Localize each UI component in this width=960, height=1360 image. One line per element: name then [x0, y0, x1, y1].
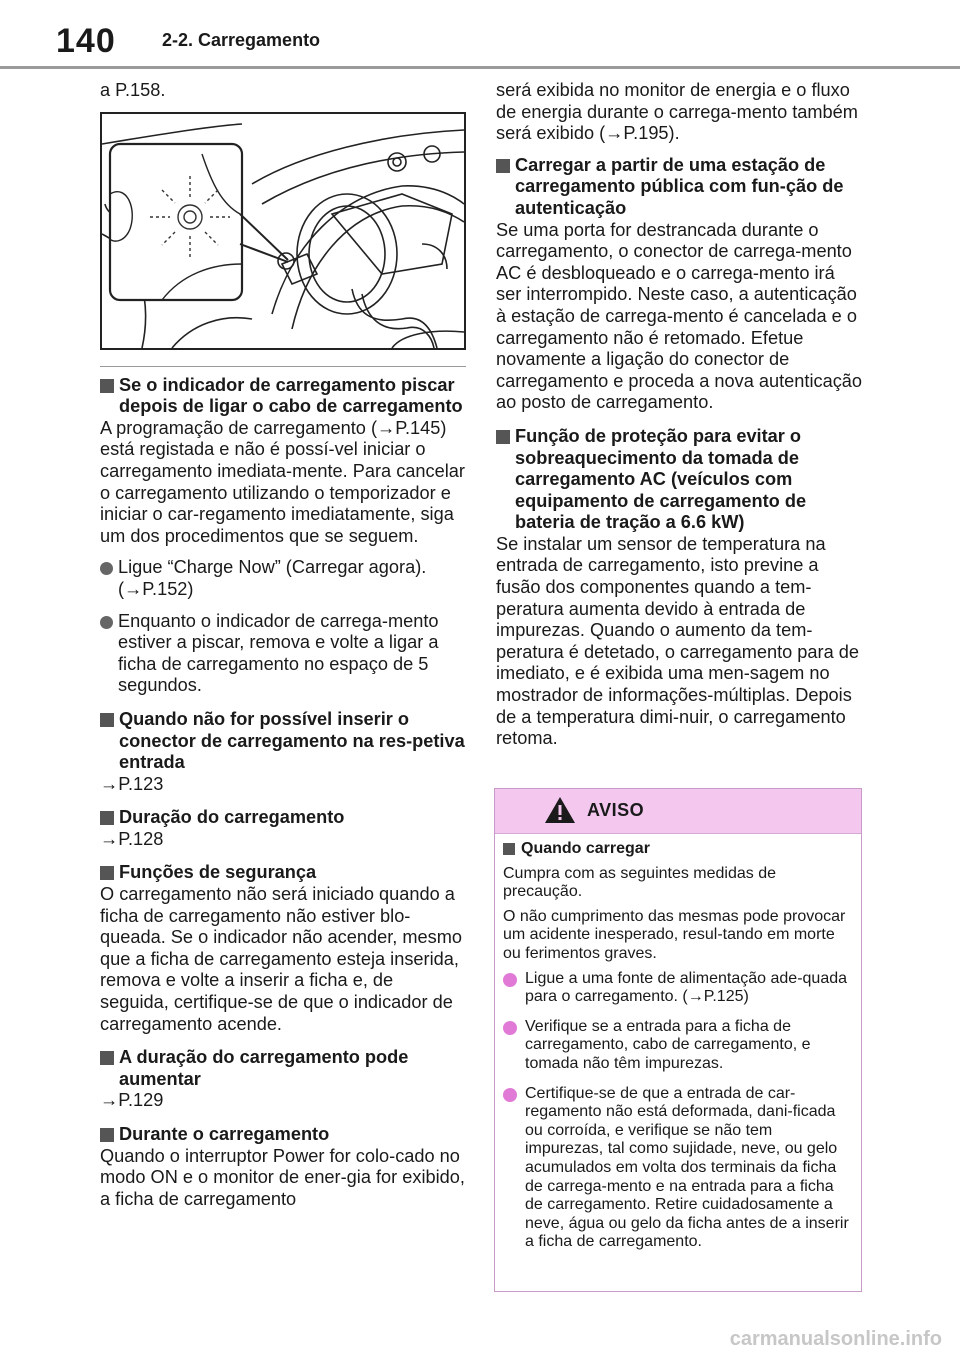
- section-heading: Se o indicador de carregamento piscar depois de ligar o cabo de carregamento: [100, 375, 466, 418]
- square-bullet-icon: [496, 159, 510, 173]
- warning-title: AVISO: [587, 800, 645, 820]
- square-bullet-icon: [503, 843, 515, 855]
- warning-text: Cumpra com as seguintes medidas de precaução.: [503, 864, 777, 901]
- round-bullet-icon: [100, 616, 113, 629]
- pink-bullet-icon: [503, 1088, 517, 1102]
- section-duration-increase: [100, 1047, 466, 1112]
- warning-bullet: Ligue a uma fonte de alimentação ade-quada para o carregamento. (→P.125): [503, 970, 853, 1007]
- section-title: 2-2. Carregamento: [162, 30, 321, 50]
- section-body: Quando o interruptor Power for colo-cado no modo ON e o monitor de ener-gia for exibido, a ficha de carregamento: [100, 1145, 465, 1209]
- section-heading: Funções de segurança: [100, 862, 466, 884]
- section-body: Se uma porta for destrancada durante o carregamento, o conector de carrega-mento AC é desbloqueado e o carrega-mento irá ser interrompido. Neste caso, a autenticação à estação de carrega-mento é cancelada e o carregamento não é retomado. Efetue novamente a ligação do conector de carregamento e proceda a nova autenticação ao posto de carregamento.: [496, 219, 863, 413]
- section-during-charging: [100, 1124, 466, 1210]
- square-bullet-icon: [100, 379, 114, 393]
- square-bullet-icon: [100, 866, 114, 880]
- right-column: [496, 80, 862, 762]
- section-heading: A duração do carregamento pode aumentar: [100, 1047, 466, 1090]
- warning-bullet: Verifique se a entrada para a ficha de carregamento, cabo de carregamento, e tomada não têm impurezas.: [503, 1018, 853, 1074]
- section-heading: Durante o carregamento: [100, 1124, 466, 1146]
- section-charging-duration: [100, 807, 466, 850]
- section-heading: Duração do carregamento: [100, 807, 466, 829]
- round-bullet-icon: [100, 562, 113, 575]
- charging-port-drawing: [102, 114, 464, 348]
- square-bullet-icon: [496, 430, 510, 444]
- left-column: [100, 80, 466, 1222]
- watermark: carmanualsonline.info: [729, 1328, 942, 1350]
- page-number: 140: [56, 22, 116, 60]
- section-heading: Quando não for possível inserir o conector de carregamento na res-petiva entrada: [100, 709, 466, 774]
- section-body: O carregamento não será iniciado quando a ficha de carregamento não estiver blo-queada. Se o indicador não acender, mesmo que a ficha de carregamento esteja inserida, remova e volte a inserir a ficha e, de seguida, certifique-se de que o indicador de carregamento acende.: [100, 884, 462, 1034]
- section-public-station: [496, 155, 862, 414]
- warning-header: [495, 789, 861, 834]
- square-bullet-icon: [100, 713, 114, 727]
- section-body: Se instalar um sensor de temperatura na entrada de carregamento, isto previne a fusão dos componentes quando a tem-peratura aumenta devido à entrada de impurezas. Quando o aumento da tem-peratura é detetado, o carregamento para de imediato, e é exibida uma men-sagem no mostrador de informações-múltiplas. Depois de a temperatura dimi-nuir, o carregamento retoma.: [496, 533, 859, 749]
- page-reference: →P.123: [100, 773, 164, 794]
- square-bullet-icon: [100, 1051, 114, 1065]
- bullet-item: Ligue “Charge Now” (Carregar agora). (→P.152): [100, 557, 466, 600]
- section-overheat-protection: [496, 426, 862, 750]
- section-heading: Carregar a partir de uma estação de carregamento pública com fun-ção de autenticação: [496, 155, 862, 220]
- section-heading: Função de proteção para evitar o sobreaquecimento da tomada de carregamento AC (veículos com equipamento de carregamento de bateria de tração a 6.6 kW): [496, 426, 862, 534]
- warning-body: [495, 834, 861, 1252]
- figure-rule: [100, 366, 466, 367]
- warning-heading: Quando carregar: [503, 840, 853, 859]
- section-cannot-insert: [100, 709, 466, 795]
- square-bullet-icon: [100, 1128, 114, 1142]
- warning-text: O não cumprimento das mesmas pode provocar um acidente inesperado, resul-tando em morte ou ferimentos graves.: [503, 907, 846, 962]
- section-body: A programação de carregamento (→P.145) está registada e não é possí-vel iniciar o carregamento imediata-mente. Para cancelar o carregamento utilizando o temporizador e iniciar o car-regamento imediatamente, siga um dos procedimentos que se seguem.: [100, 417, 465, 546]
- continued-text: será exibida no monitor de energia e o fluxo de energia durante o carrega-mento também será exibido (→P.195).: [496, 80, 858, 144]
- intro-text: a P.158.: [100, 80, 166, 100]
- page-header: [0, 0, 960, 70]
- section-safety-functions: [100, 862, 466, 1035]
- pink-bullet-icon: [503, 973, 517, 987]
- square-bullet-icon: [100, 811, 114, 825]
- pink-bullet-icon: [503, 1021, 517, 1035]
- charging-port-illustration: [100, 112, 466, 350]
- section-indicator-blinking: [100, 375, 466, 697]
- warning-box: [494, 788, 862, 1292]
- page-reference: →P.129: [100, 1090, 164, 1111]
- page-reference: →P.128: [100, 828, 164, 849]
- bullet-item: Enquanto o indicador de carrega-mento estiver a piscar, remova e volte a ligar a ficha de carregamento no espaço de 5 segundos.: [100, 611, 466, 697]
- header-rule: [0, 66, 960, 69]
- warning-triangle-icon: [543, 795, 577, 825]
- warning-bullet: Certifique-se de que a entrada de car-regamento não está deformada, dani-ficada ou corroída, e verifique se não tem impurezas, tal como sujidade, neve, ou gelo acumulados em volta dos terminais da ficha de carrega-mento e na entrada para a ficha de carregamento. Retire cuidadosamente a neve, água ou gelo da ficha antes de a inserir a ficha de carregamento.: [503, 1085, 853, 1252]
